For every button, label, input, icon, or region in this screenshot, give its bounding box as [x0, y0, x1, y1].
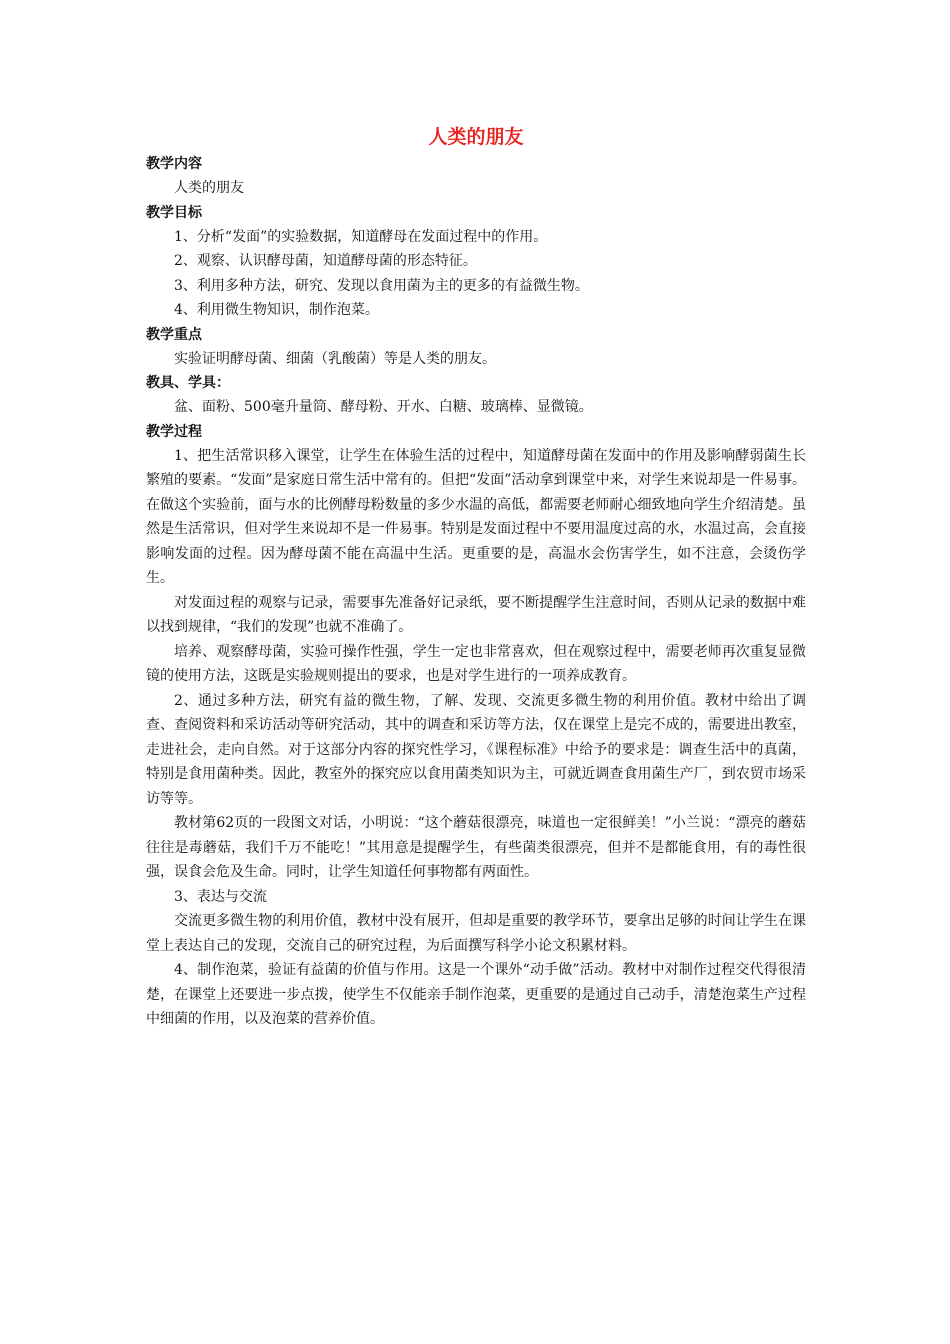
paragraph: 4、制作泡菜，验证有益菌的价值与作用。这是一个课外“动手做”活动。教材中对制作过程交代得很清楚，在课堂上还要进一步点拨，使学生不仅能亲手制作泡菜，更重要的是通过自己动手，清楚泡菜生产过程中细菌的作用，以及泡菜的营养价值。 [146, 962, 806, 1027]
paragraph: 3、表达与交流 [174, 888, 267, 905]
paragraph: 1、把生活常识移入课堂，让学生在体验生活的过程中，知道酵母菌在发面中的作用及影响酵弱菌生长繁殖的要素。“发面”是家庭日常生活中常有的。但把“发面”活动拿到课堂中来，对学生来说却是一件易事。在做这个实验前，面与水的比例酵母粉数量的多少水温的高低，都需要老师耐心细致地向学生介绍清楚。虽然是生活常识，但对学生来说却不是一件易事。特别是发面过程中不要用温度过高的水，水温过高，会直接影响发面的过程。因为酵母菌不能在高温中生活。更重要的是，高温水会伤害学生，如不注意，会烫伤学生。 [146, 447, 806, 586]
section-key-points [146, 323, 806, 372]
document-page [146, 124, 806, 1032]
paragraph: 教材第62页的一段图文对话，小明说：“这个蘑菇很漂亮，味道也一定很鲜美！”小兰说：“漂亮的蘑菇往往是毒蘑菇，我们千万不能吃！”其用意是提醒学生，有些菌类很漂亮，但并不是都能食用，有的毒性很强，误食会危及生命。同时，让学生知道任何事物都有两面性。 [146, 815, 806, 880]
paragraph: 2、通过多种方法，研究有益的微生物，了解、发现、交流更多微生物的利用价值。教材中给出了调查、查阅资料和采访活动等研究活动，其中的调查和采访等方法，仅在课堂上是完不成的，需要进出教室，走进社会，走向自然。对于这部分内容的探究性学习，《课程标准》中给予的要求是：调查生活中的真菌，特别是食用菌种类。因此，教室外的探究应以食用菌类知识为主，可就近调查食用菌生产厂，到农贸市场采访等等。 [146, 692, 806, 807]
section-heading-key-points: 教学重点 [146, 326, 202, 343]
paragraph: 交流更多微生物的利用价值，教材中没有展开，但却是重要的教学环节，要拿出足够的时间让学生在课堂上表达自己的发现，交流自己的研究过程，为后面撰写科学小论文积累材料。 [146, 913, 806, 954]
section-heading-process: 教学过程 [146, 423, 202, 440]
paragraph: 2、观察、认识酵母菌，知道酵母菌的形态特征。 [174, 253, 477, 269]
paragraph: 4、利用微生物知识，制作泡菜。 [174, 302, 379, 318]
paragraph: 对发面过程的观察与记录，需要事先准备好记录纸，要不断提醒学生注意时间，否则从记录的数据中难以找到规律，“我们的发现”也就不准确了。 [146, 594, 806, 635]
section-heading-content: 教学内容 [146, 156, 202, 172]
section-heading-objectives: 教学目标 [146, 204, 202, 221]
paragraph: 培养、观察酵母菌，实验可操作性强，学生一定也非常喜欢，但在观察过程中，需要老师再次重复显微镜的使用方法，这既是实验规则提出的要求，也是对学生进行的一项养成教育。 [146, 643, 806, 684]
document-title: 人类的朋友 [428, 126, 524, 148]
section-objectives [146, 201, 806, 323]
paragraph: 1、分析“发面”的实验数据，知道酵母在发面过程中的作用。 [174, 228, 548, 245]
paragraph: 盆、面粉、500毫升量筒、酵母粉、开水、白糖、玻璃棒、显微镜。 [174, 399, 593, 415]
section-heading-materials: 教具、学具： [146, 375, 230, 391]
section-process [146, 420, 806, 1032]
section-content [146, 152, 806, 201]
section-materials [146, 371, 806, 420]
paragraph: 人类的朋友 [174, 180, 244, 196]
paragraph: 3、利用多种方法，研究、发现以食用菌为主的更多的有益微生物。 [174, 277, 589, 294]
paragraph: 实验证明酵母菌、细菌（乳酸菌）等是人类的朋友。 [174, 350, 496, 367]
